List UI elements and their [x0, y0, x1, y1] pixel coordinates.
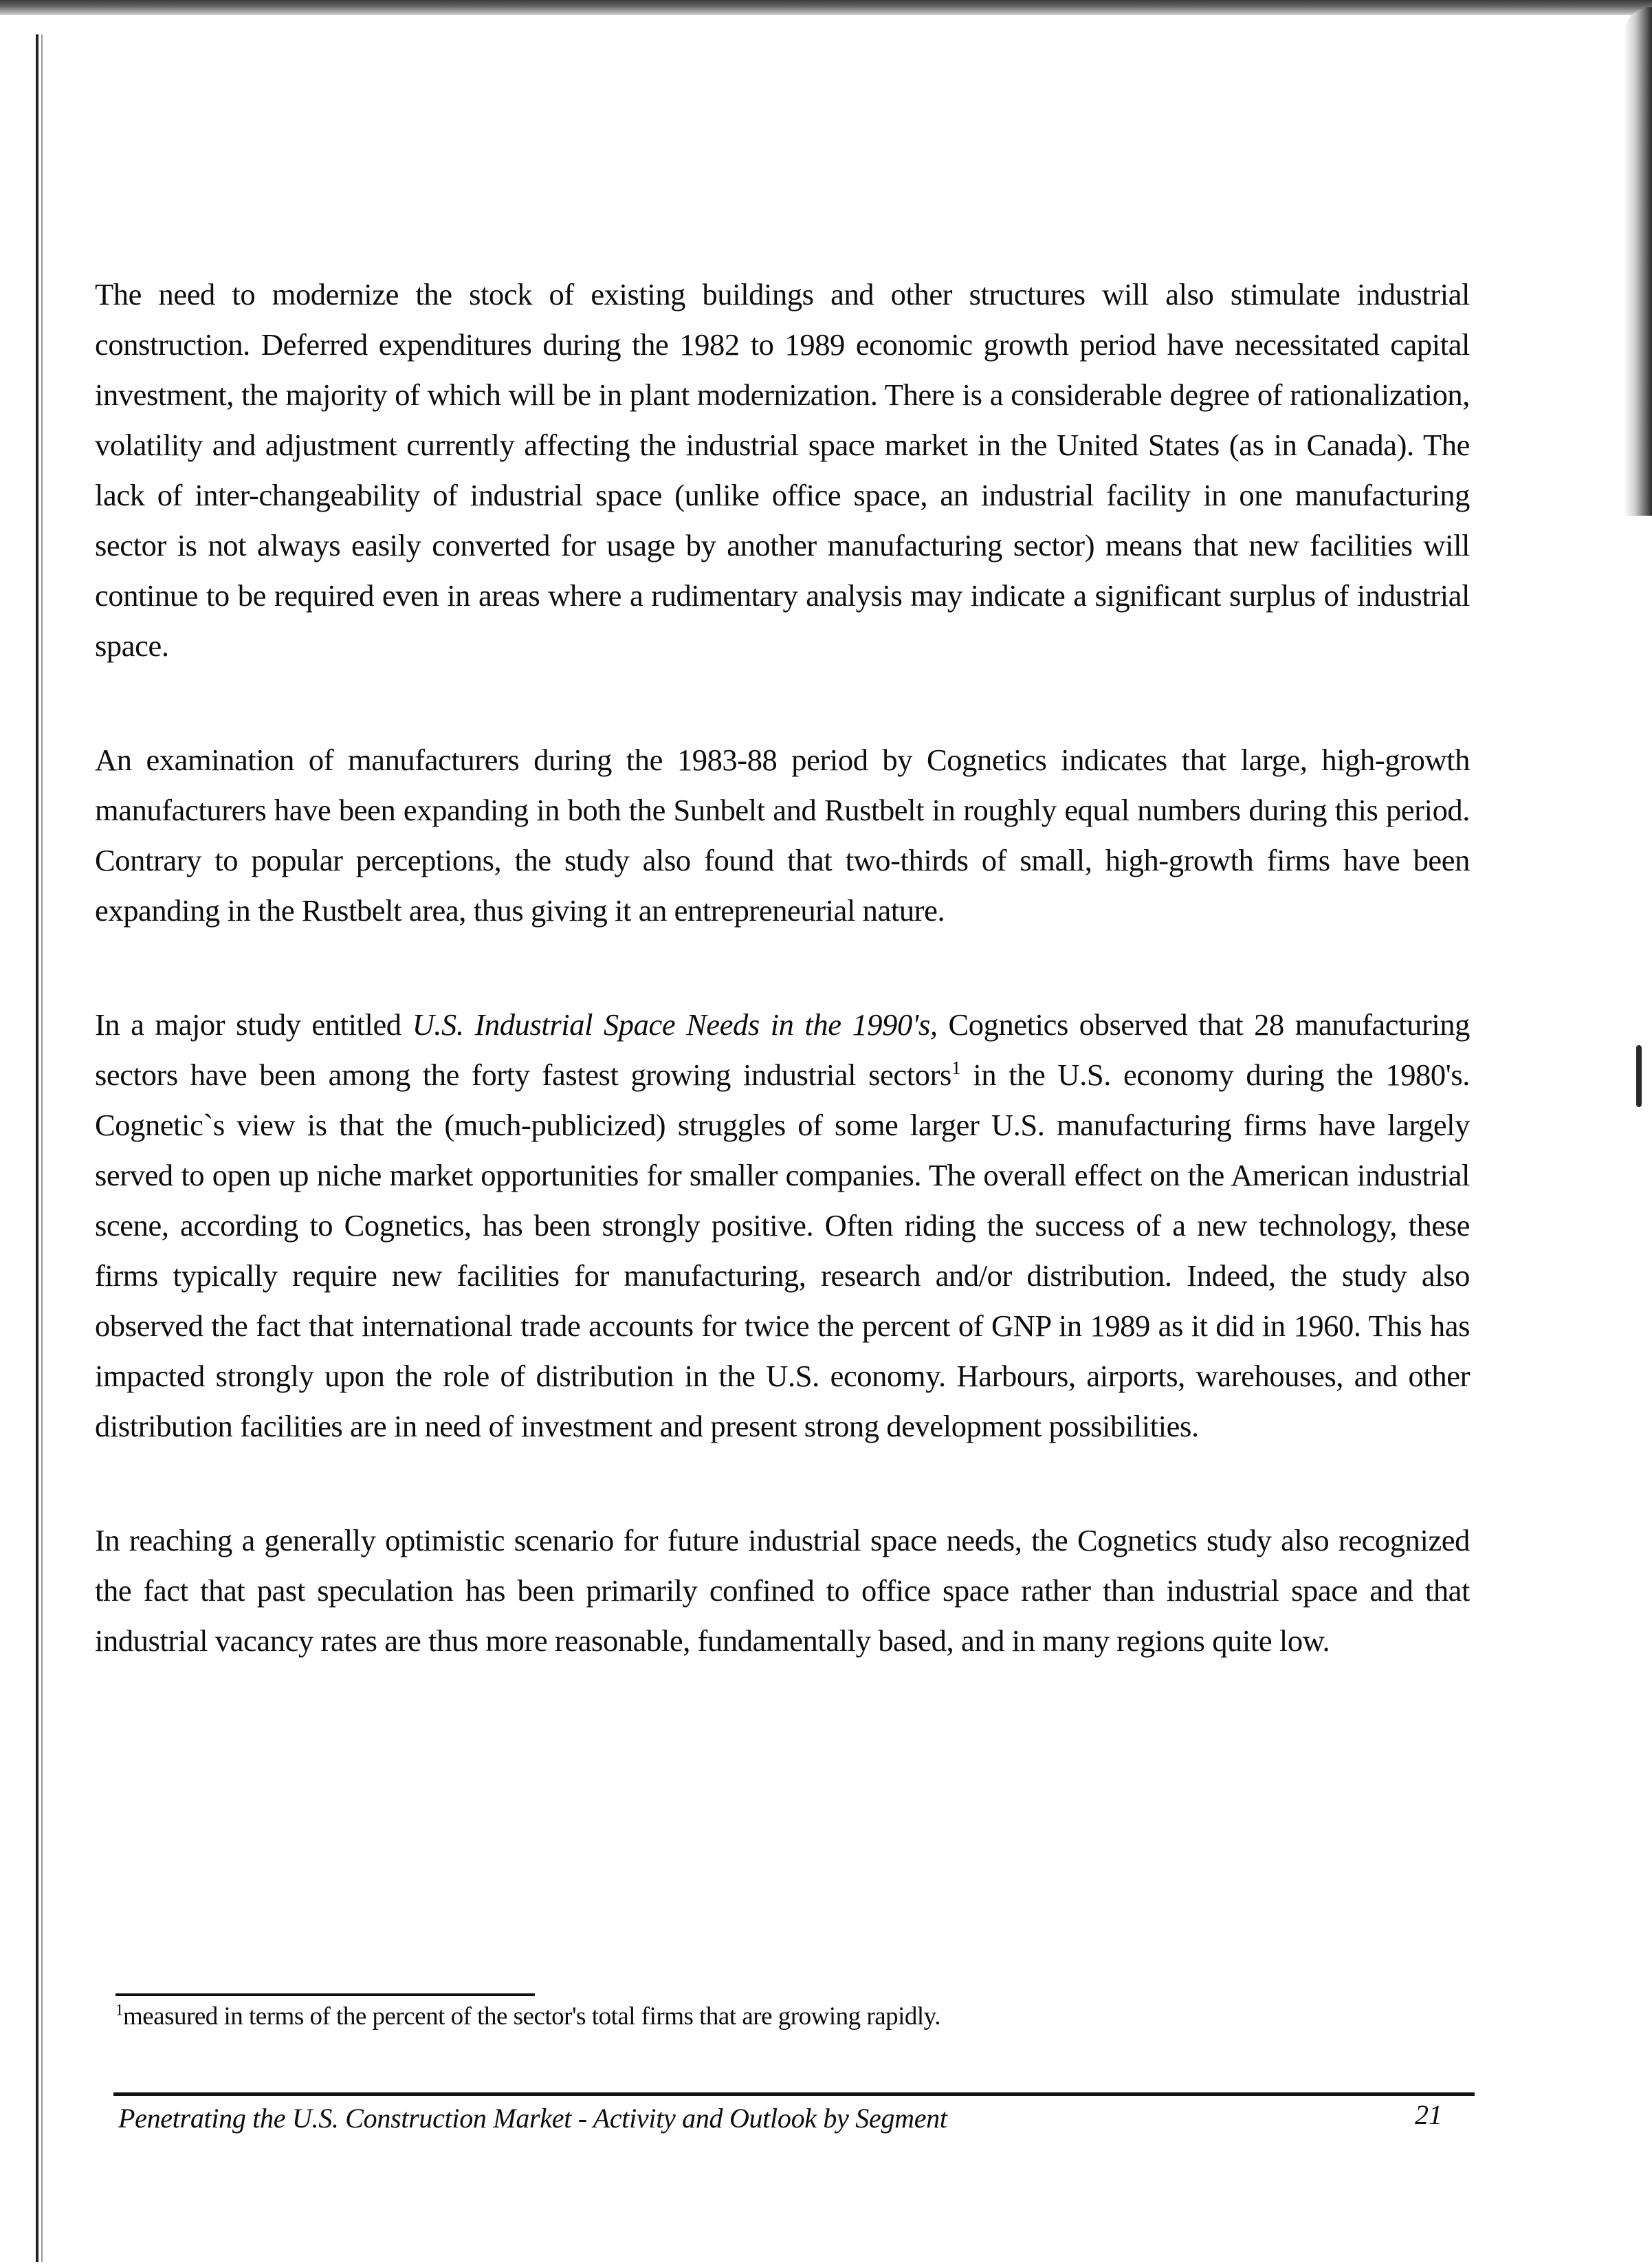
page-body [95, 270, 1470, 1730]
scan-top-edge [0, 0, 1652, 15]
footer-divider [113, 2092, 1475, 2096]
footnote-marker: 1 [115, 2001, 123, 2019]
paragraph-3-mid: Cognetics observed that 28 manufacturing sectors have been among the forty fastest growing industrial sectors [95, 1007, 1470, 1092]
footnote-divider [115, 1993, 535, 1996]
paragraph-1: The need to modernize the stock of existing buildings and other structures will also stimulate industrial construction. Deferred expenditures during the 1982 to 1989 economic growth period have necessitated capital investment, the majority of which will be in plant modernization. There is a considerable degree of rationalization, volatility and adjustment currently affecting the industrial space market in the United States (as in Canada). The lack of inter-changeability of industrial space (unlike office space, an industrial facility in one manufacturing sector is not always easily converted for usage by another manufacturing sector) means that new facilities will continue to be required even in areas where a rudimentary analysis may indicate a significant surplus of industrial space. [95, 277, 1470, 663]
paragraph-4: In reaching a generally optimistic scenario for future industrial space needs, the Cognetics study also recognized the fact that past speculation has been primarily confined to office space rather than industrial space and that industrial vacancy rates are thus more reasonable, fundamentally based, and in many regions quite low. [95, 1523, 1470, 1658]
footnote [115, 2000, 1422, 2034]
footer-title: Penetrating the U.S. Construction Market - Activity and Outlook by Segment [118, 2103, 947, 2134]
page-number: 21 [1415, 2099, 1442, 2130]
study-title: U.S. Industrial Space Needs in the 1990's, [412, 1007, 938, 1042]
paragraph-3 [95, 1000, 1470, 1452]
scan-right-edge [1624, 7, 1652, 516]
scan-right-mark [1636, 1045, 1642, 1107]
footnote-text: measured in terms of the percent of the sector's total firms that are growing rapidly. [122, 2002, 941, 2031]
scan-left-edge-faint [41, 34, 43, 2262]
paragraph-2: An examination of manufacturers during the 1983-88 period by Cognetics indicates that large, high-growth manufacturers have been expanding in both the Sunbelt and Rustbelt in roughly equal numbers during this period. Contrary to popular perceptions, the study also found that two-thirds of small, high-growth firms have been expanding in the Rustbelt area, thus giving it an entrepreneurial nature. [95, 743, 1470, 928]
footnote-reference: 1 [951, 1057, 961, 1079]
paragraph-3-lead: In a major study entitled [95, 1007, 412, 1042]
scan-left-edge [36, 34, 38, 2262]
paragraph-3-rest: in the U.S. economy during the 1980's. Cognetic`s view is that the (much-publicized) struggles of some larger U.S. manufacturing firms have largely served to open up niche market opportunities for smaller companies. The overall effect on the American industrial scene, according to Cognetics, has been strongly positive. Often riding the success of a new technology, these firms typically require new facilities for manufacturing, research and/or distribution. Indeed, the study also observed the fact that international trade accounts for twice the percent of GNP in 1989 as it did in 1960. This has impacted strongly upon the role of distribution in the U.S. economy. Harbours, airports, warehouses, and other distribution facilities are in need of investment and present strong development possibilities. [95, 1058, 1471, 1443]
